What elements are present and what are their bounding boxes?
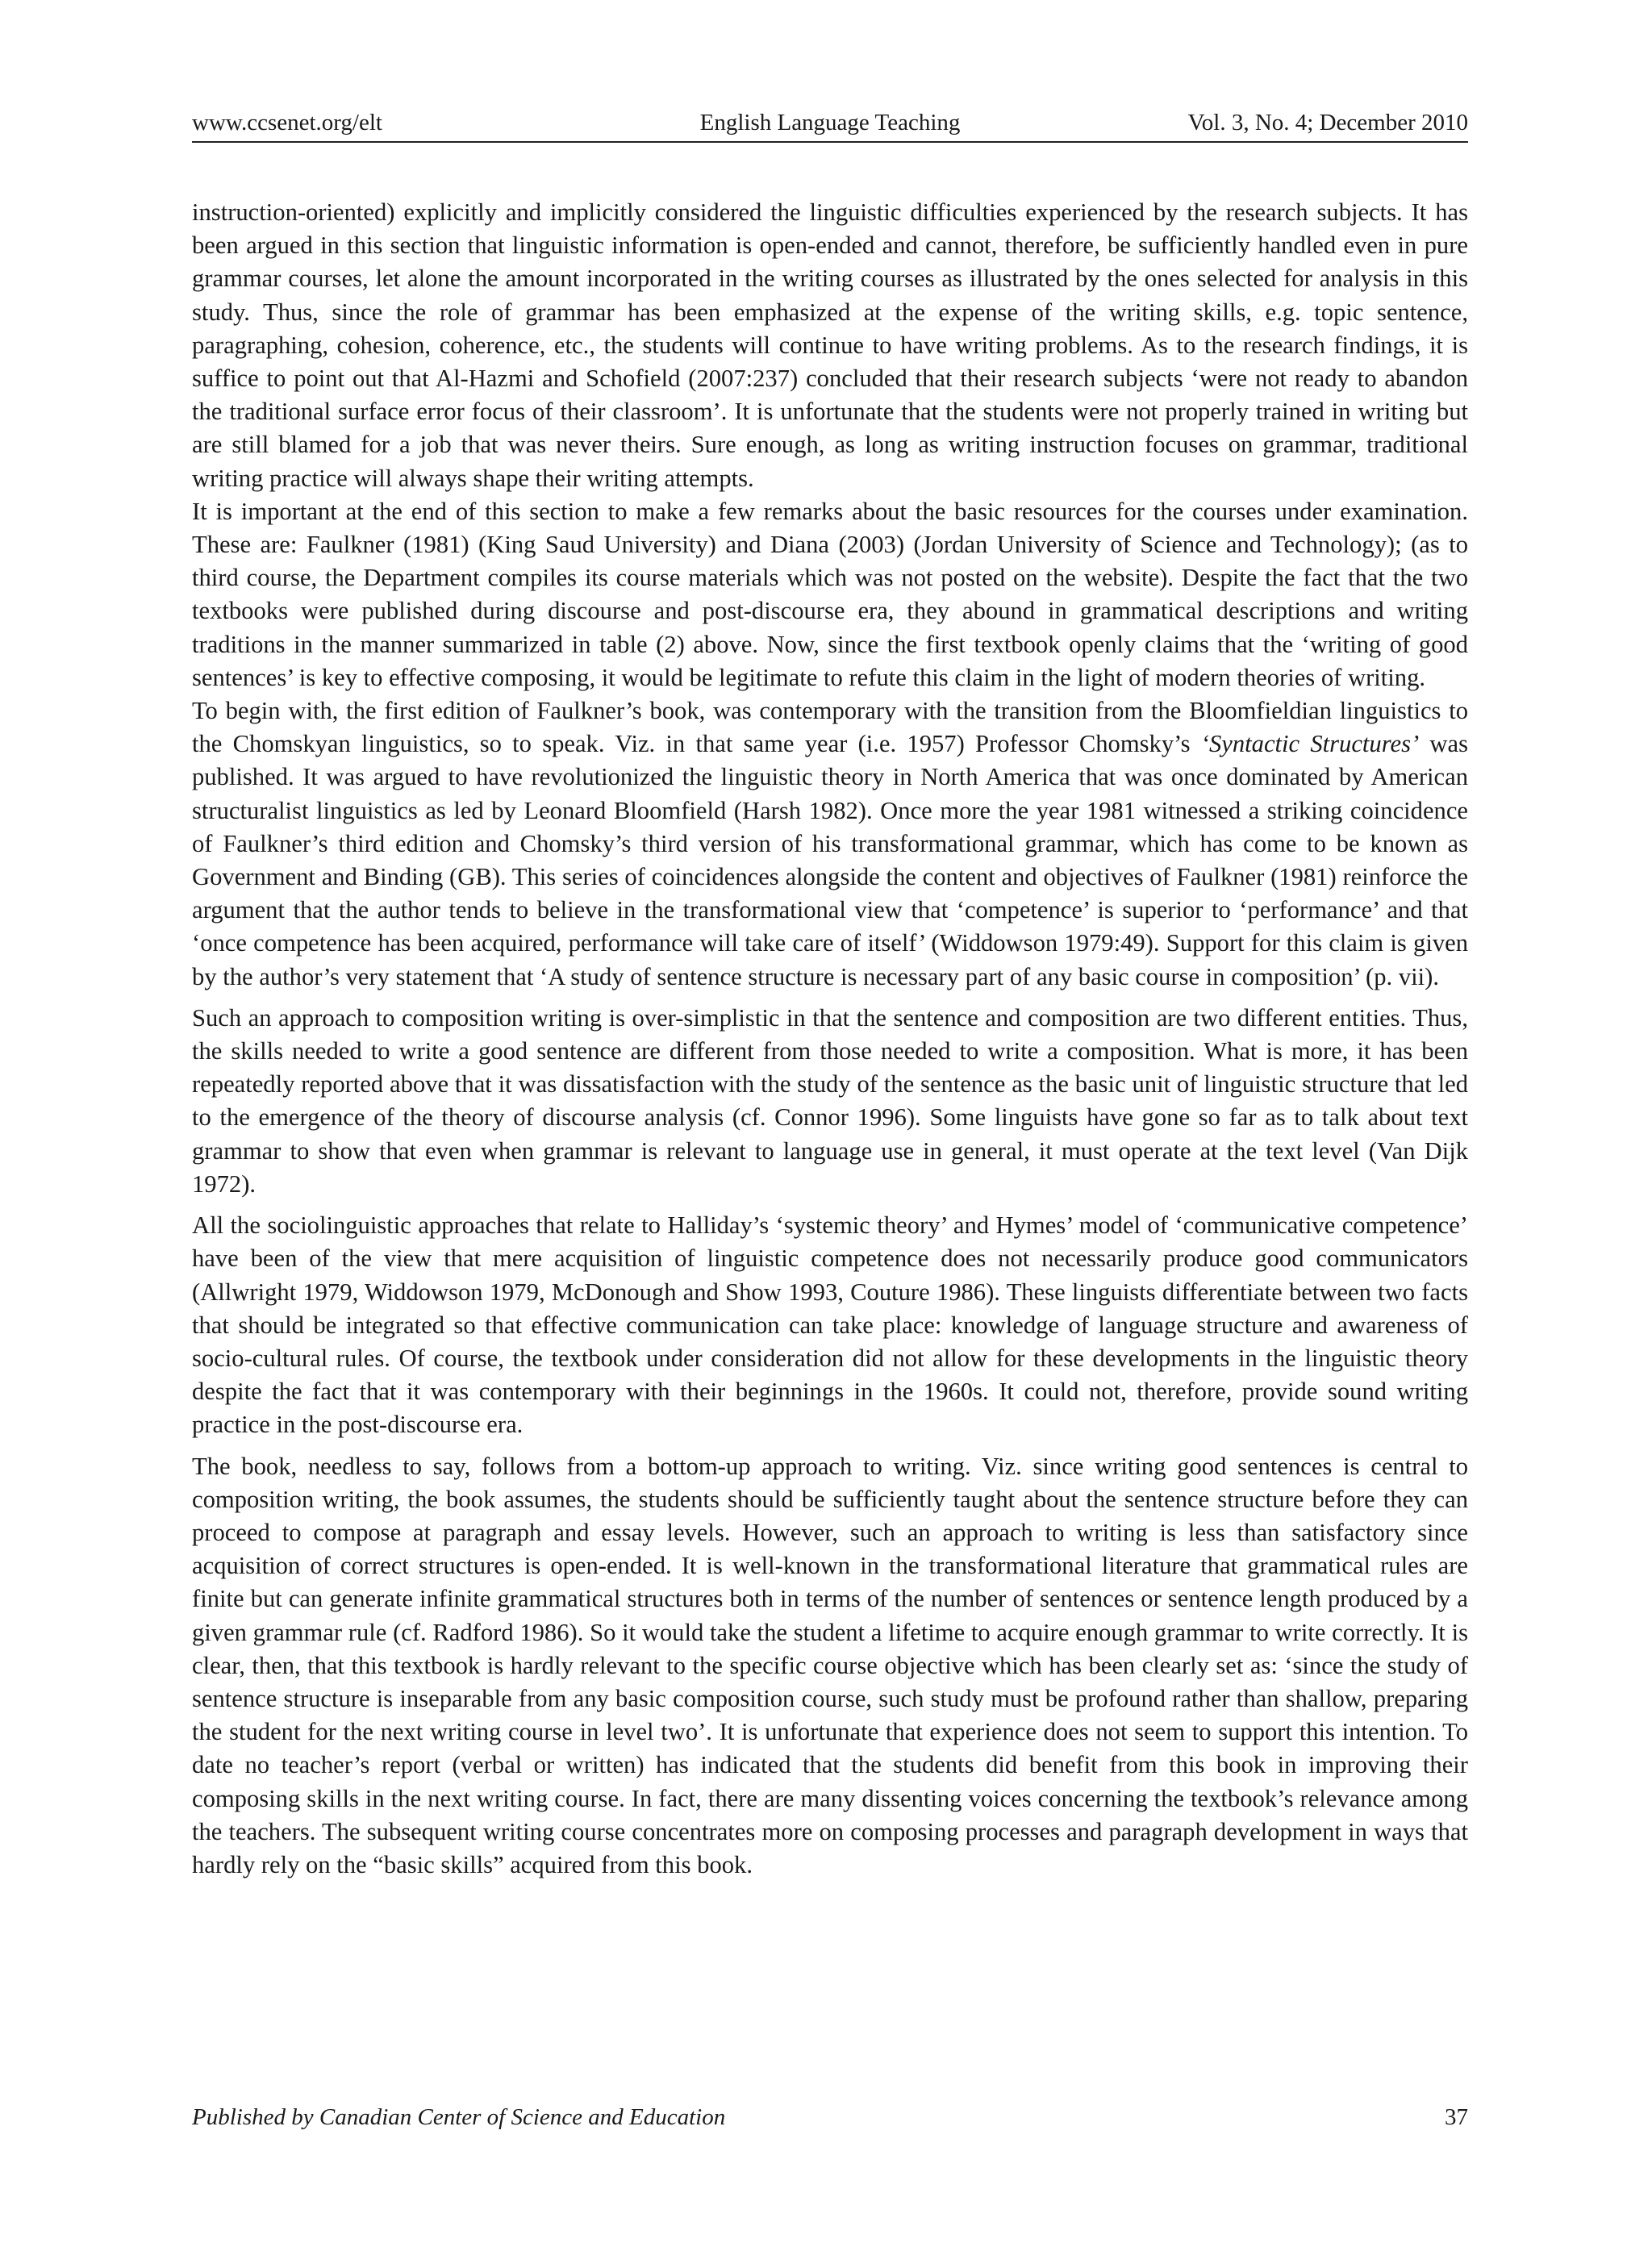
issue-info: Vol. 3, No. 4; December 2010 <box>1187 110 1468 135</box>
paragraph-3-part-a: To begin with, the first edition of Faulkner’s book, was contemporary with the transition from the Bloomfieldian linguistics to the Chomskyan linguistics, so to speak. Viz. in that same year (i.e. 1957) Professor Chomsky’s <box>192 697 1468 758</box>
journal-url: www.ccsenet.org/elt <box>192 110 382 135</box>
paragraph-4: Such an approach to composition writing is over-simplistic in that the sentence and composition are two different entities. Thus, the skills needed to write a good sentence are different from those needed to write a composition. What is more, it has been repeatedly reported above that it was dissatisfaction with the study of the sentence as the basic unit of linguistic structure that led to the emergence of the theory of discourse analysis (cf. Connor 1996). Some linguists have gone so far as to talk about text grammar to show that even when grammar is relevant to language use in general, it must operate at the text level (Van Dijk 1972). <box>192 1003 1468 1198</box>
journal-title: English Language Teaching <box>699 110 961 135</box>
article-body <box>192 196 1468 1882</box>
paragraph-2: It is important at the end of this section to make a few remarks about the basic resources for the courses under examination. These are: Faulkner (1981) (King Saud University) and Diana (2003) (Jordan University of Science and Technology); (as to third course, the Department compiles its course materials which was not posted on the website). Despite the fact that the two textbooks were published during discourse and post-discourse era, they abound in grammatical descriptions and writing traditions in the manner summarized in table (2) above. Now, since the first textbook openly claims that the ‘writing of good sentences’ is key to effective composing, it would be legitimate to refute this claim in the light of modern theories of writing. <box>192 497 1468 691</box>
paragraph-3 <box>192 694 1468 994</box>
page-footer <box>192 2103 1468 2136</box>
paragraph-3-part-b: was published. It was argued to have revolutionized the linguistic theory in North America that was once dominated by American structuralist linguistics as led by Leonard Bloomfield (Harsh 1982). Once more the year 1981 witnessed a striking coincidence of Faulkner’s third edition and Chomsky’s third version of his transformational grammar, which has come to be known as Government and Binding (GB). This series of coincidences alongside the content and objectives of Faulkner (1981) reinforce the argument that the author tends to believe in the transformational view that ‘competence’ is superior to ‘performance’ and that ‘once competence has been acquired, performance will take care of itself’ (Widdowson 1979:49). Support for this claim is given by the author’s very statement that ‘A study of sentence structure is necessary part of any basic course in composition’ (p. vii). <box>192 730 1468 990</box>
book-title-syntactic-structures: ‘Syntactic Structures’ <box>1200 730 1420 758</box>
page-header <box>192 109 1468 143</box>
paragraph-6: The book, needless to say, follows from a bottom-up approach to writing. Viz. since writing good sentences is central to composition writing, the book assumes, the students should be sufficiently taught about the sentence structure before they can proceed to compose at paragraph and essay levels. However, such an approach to writing is less than satisfactory since acquisition of correct structures is open-ended. It is well-known in the transformational literature that grammatical rules are finite but can generate infinite grammatical structures both in terms of the number of sentences or sentence length produced by a given grammar rule (cf. Radford 1986). So it would take the student a lifetime to acquire enough grammar to write correctly. It is clear, then, that this textbook is hardly relevant to the specific course objective which has been clearly set as: ‘since the study of sentence structure is inseparable from any basic composition course, such study must be profound rather than shallow, preparing the student for the next writing course in level two’. It is unfortunate that experience does not seem to support this intention. To date no teacher’s report (verbal or written) has indicated that the students did benefit from this book in improving their composing skills in the next writing course. In fact, there are many dissenting voices concerning the textbook’s relevance among the teachers. The subsequent writing course concentrates more on composing processes and paragraph development in ways that hardly rely on the “basic skills” acquired from this book. <box>192 1452 1468 1878</box>
paragraph-5: All the sociolinguistic approaches that relate to Halliday’s ‘systemic theory’ and Hymes’ model of ‘communicative competence’ have been of the view that mere acquisition of linguistic competence does not necessarily produce good communicators (Allwright 1979, Widdowson 1979, McDonough and Show 1993, Couture 1986). These linguists differentiate between two facts that should be integrated so that effective communication can take place: knowledge of language structure and awareness of socio-cultural rules. Of course, the textbook under consideration did not allow for these developments in the linguistic theory despite the fact that it was contemporary with their beginnings in the 1960s. It could not, therefore, provide sound writing practice in the post-discourse era. <box>192 1211 1468 1439</box>
page-number: 37 <box>1445 2104 1468 2130</box>
paragraph-1: instruction-oriented) explicitly and implicitly considered the linguistic difficulties experienced by the research subjects. It has been argued in this section that linguistic information is open-ended and cannot, therefore, be sufficiently handled even in pure grammar courses, let alone the amount incorporated in the writing courses as illustrated by the ones selected for analysis in this study. Thus, since the role of grammar has been emphasized at the expense of the writing skills, e.g. topic sentence, paragraphing, cohesion, coherence, etc., the students will continue to have writing problems. As to the research findings, it is suffice to point out that Al-Hazmi and Schofield (2007:237) concluded that their research subjects ‘were not ready to abandon the traditional surface error focus of their classroom’. It is unfortunate that the students were not properly trained in writing but are still blamed for a job that was never theirs. Sure enough, as long as writing instruction focuses on grammar, traditional writing practice will always shape their writing attempts. <box>192 198 1468 492</box>
publisher-credit: Published by Canadian Center of Science and Education <box>192 2104 726 2130</box>
